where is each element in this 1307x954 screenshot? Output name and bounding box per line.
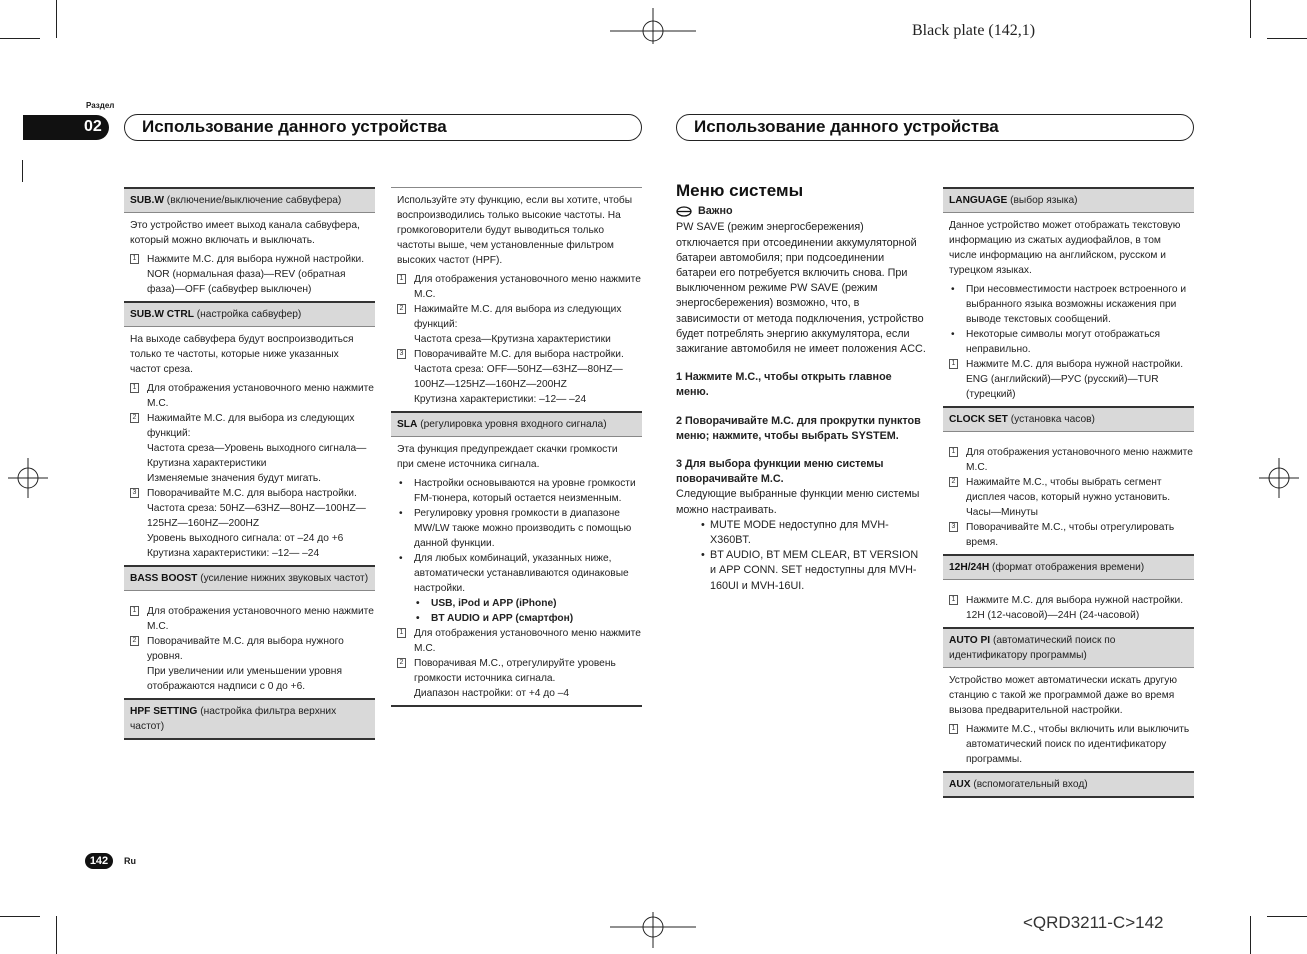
step-detail: Диапазон настройки: от +4 до –4: [391, 686, 642, 707]
setting-header-12h-24h: 12H/24H (формат отображения времени): [943, 554, 1194, 580]
language-intro: Данное устройство может отображать текстовую информацию из сжатых аудиофайлов, в том числе информацию на английском, русском и турецком языках.: [949, 220, 1181, 276]
registration-mark-top: [610, 8, 696, 44]
step: 2 Нажимайте M.C. для выбора из следующих функций:: [124, 411, 375, 441]
setting-header-sla: SLA (регулировка уровня входного сигнала): [391, 411, 642, 437]
auto-pi-intro: Устройство может автоматически искать другую станцию с такой же программой даже во время вызова предварительной настройки.: [949, 675, 1177, 716]
registration-mark-right: [1259, 458, 1299, 498]
step: 3 Поворачивайте M.C. для выбора настройки.: [124, 486, 375, 501]
registration-mark-bottom: [610, 912, 696, 948]
document-id: <QRD3211-C>142: [1023, 913, 1164, 932]
step-detail: Частота среза—Уровень выходного сигнала—Крутизна характеристики: [147, 443, 367, 469]
step: 2 Поворачивайте M.C. для выбора нужного уровня.: [124, 634, 375, 664]
setting-header-language: LANGUAGE (выбор языка): [943, 187, 1194, 213]
sub-list-item: • BT AUDIO и APP (смартфон): [391, 611, 642, 626]
list-item: • Для любых комбинаций, указанных ниже, автоматически устанавливаются одинаковые настройки.: [391, 551, 642, 596]
crop-mark: [1267, 38, 1307, 39]
step: 1 Для отображения установочного меню нажмите M.C.: [943, 445, 1194, 475]
page-number: 142: [85, 853, 113, 869]
step-detail: Частота среза: OFF—50HZ—63HZ—80HZ—100HZ—125HZ—160HZ—200HZ: [414, 364, 623, 390]
crop-mark: [56, 916, 57, 954]
crop-mark: [22, 160, 23, 182]
instruction-step: 2 Поворачивайте M.C. для прокрутки пунктов меню; нажмите, чтобы выбрать SYSTEM.: [676, 414, 921, 442]
crop-mark: [1250, 0, 1251, 38]
list-item: • MUTE MODE недоступно для MVH-X360BT.: [676, 518, 926, 548]
step-detail: Крутизна характеристики: –12— –24: [414, 394, 587, 405]
instruction-step: 1 Нажмите M.C., чтобы открыть главное меню.: [676, 371, 892, 399]
step-detail: Часы—Минуты: [966, 507, 1038, 518]
list-item: • Некоторые символы могут отображаться неправильно.: [943, 327, 1194, 357]
important-icon: [676, 206, 692, 217]
sla-intro: Эта функция предупреждает скачки громкости при смене источника сигнала.: [397, 444, 618, 470]
step: 1 Нажмите M.C. для выбора нужной настройки.: [124, 252, 375, 267]
step: 2 Нажимайте M.C. для выбора из следующих функций:: [391, 302, 642, 332]
step-detail: Частота среза: 50HZ—63HZ—80HZ—100HZ—125HZ—160HZ—200HZ: [147, 503, 366, 529]
language-code: Ru: [124, 856, 136, 866]
step-detail: 12H (12-часовой)—24H (24-часовой): [966, 610, 1140, 621]
list-item: • BT AUDIO, BT MEM CLEAR, BT VERSION и APP CONN. SET недоступны для MVH-160UI и MVH-16UI.: [676, 548, 926, 594]
crop-mark: [1267, 916, 1307, 917]
step: 1 Нажмите M.C. для выбора нужной настройки.: [943, 593, 1194, 608]
step-detail: Уровень выходного сигнала: от –24 до +6: [147, 533, 344, 544]
important-notice: Важно: [676, 204, 926, 219]
step: 1 Для отображения установочного меню нажмите M.C.: [124, 604, 375, 634]
hpf-intro: Используйте эту функцию, если вы хотите, чтобы воспроизводились только высокие частоты. На громкоговорители будут выводиться только частоты выше, чем установленные фильтром высоких частот (HPF).: [391, 187, 642, 272]
page-title: Меню системы: [676, 181, 804, 200]
step: 1 Для отображения установочного меню нажмите M.C.: [391, 272, 642, 302]
column-3: [676, 183, 926, 594]
setting-header-subw: SUB.W (включение/выключение сабвуфера): [124, 187, 375, 213]
setting-header-bass-boost: BASS BOOST (усиление нижних звуковых частот): [124, 565, 375, 591]
subw-intro: Это устройство имеет выход канала сабвуфера, который можно включать и выключать.: [130, 220, 360, 246]
setting-header-clock-set: CLOCK SET (установка часов): [943, 406, 1194, 432]
list-item: • При несовместимости настроек встроенного и выбранного языка возможны искажения при выводе текстовых сообщений.: [943, 282, 1194, 327]
setting-header-aux: AUX (вспомогательный вход): [943, 771, 1194, 798]
column-4: [943, 187, 1194, 798]
plate-label: Black plate (142,1): [912, 22, 1036, 39]
subw-ctrl-intro: На выходе сабвуфера будут воспроизводиться только те частоты, которые ниже указанных частот среза.: [130, 334, 354, 375]
registration-mark-left: [8, 458, 48, 498]
header-left: [124, 114, 642, 141]
step: 1 Для отображения установочного меню нажмите M.C.: [124, 381, 375, 411]
step-detail: NOR (нормальная фаза)—REV (обратная фаза)—OFF (сабвуфер выключен): [147, 269, 346, 295]
crop-mark: [0, 38, 40, 39]
section-label: Раздел: [86, 101, 115, 110]
setting-header-hpf: HPF SETTING (настройка фильтра верхних частот): [124, 698, 375, 740]
header-right: [676, 114, 1194, 141]
step-detail: Крутизна характеристики: –12— –24: [147, 548, 320, 559]
crop-mark: [56, 0, 57, 38]
setting-header-auto-pi: AUTO PI (автоматический поиск по идентификатору программы): [943, 627, 1194, 668]
step: 3 Поворачивайте M.C. для выбора настройки.: [391, 347, 642, 362]
instruction-note: Следующие выбранные функции меню системы можно настраивать.: [676, 488, 920, 516]
sub-list-item: • USB, iPod и APP (iPhone): [391, 596, 642, 611]
setting-header-subw-ctrl: SUB.W CTRL (настройка сабвуфер): [124, 301, 375, 327]
step-detail: Изменяемые значения будут мигать.: [147, 473, 322, 484]
instruction-step: 3 Для выбора функции меню системы поворачивайте M.C.: [676, 458, 884, 486]
column-1: [124, 187, 375, 740]
step: 3 Поворачивайте M.C., чтобы отрегулировать время.: [943, 520, 1194, 550]
step-detail: Частота среза—Крутизна характеристики: [414, 334, 611, 345]
important-text: PW SAVE (режим энергосбережения) отключается при отсоединении аккумуляторной батареи автомобиля; при подсоединении батареи его потребуется включить снова. При выключенном режиме PW SAVE (режим энергосбережения) возможно, что, в зависимости от метода подключения, устройство будет потреблять энергию аккумулятора, если зажигание автомобиля не имеет положения ACC.: [676, 221, 926, 356]
step: 1 Нажмите M.C. для выбора нужной настройки.: [943, 357, 1194, 372]
crop-mark: [0, 916, 40, 917]
step: 2 Поворачивая M.C., отрегулируйте уровень громкости источника сигнала.: [391, 656, 642, 686]
crop-mark: [1250, 916, 1251, 954]
step: 1 Для отображения установочного меню нажмите M.C.: [391, 626, 642, 656]
step: 2 Нажимайте M.C., чтобы выбрать сегмент дисплея часов, который нужно установить.: [943, 475, 1194, 505]
header-right-title: Использование данного устройства: [694, 117, 999, 136]
step-detail: При увеличении или уменьшении уровня отображаются надписи с 0 до +6.: [147, 666, 342, 692]
step: 1 Нажмите M.C., чтобы включить или выключить автоматический поиск по идентификатору программы.: [943, 722, 1194, 767]
header-left-title: Использование данного устройства: [142, 117, 447, 136]
column-2: [391, 187, 642, 707]
list-item: • Настройки основываются на уровне громкости FM-тюнера, который остается неизменным.: [391, 476, 642, 506]
section-number: 02: [84, 118, 102, 135]
step-detail: ENG (английский)—РУС (русский)—TUR (турецкий): [966, 374, 1159, 400]
list-item: • Регулировку уровня громкости в диапазоне MW/LW также можно производить с помощью данной функции.: [391, 506, 642, 551]
